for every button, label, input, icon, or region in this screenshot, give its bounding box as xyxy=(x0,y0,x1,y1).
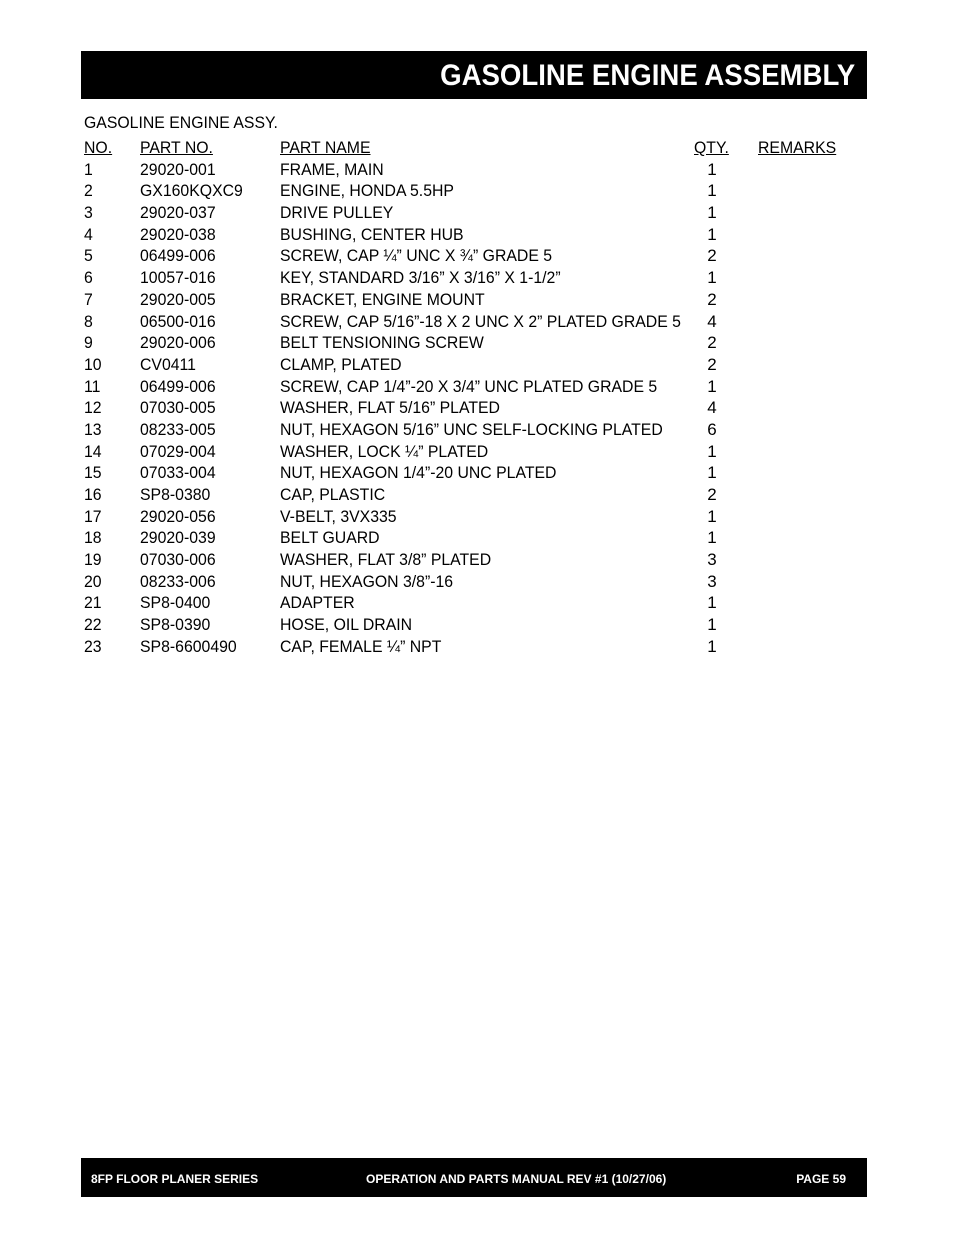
part-number: 29020-001 xyxy=(140,159,216,179)
row-number: 2 xyxy=(84,181,93,201)
quantity: 1 xyxy=(707,441,717,461)
table-row xyxy=(84,267,844,289)
quantity: 1 xyxy=(707,224,717,244)
part-number: 06499-006 xyxy=(140,246,216,266)
part-number: 08233-005 xyxy=(140,419,216,439)
part-name: ADAPTER xyxy=(280,593,355,613)
part-name: CAP, FEMALE ¼” NPT xyxy=(280,636,442,656)
table-row xyxy=(84,202,844,224)
part-number: 29020-039 xyxy=(140,528,216,548)
row-number: 5 xyxy=(84,246,93,266)
table-body xyxy=(84,159,844,658)
table-row xyxy=(84,332,844,354)
quantity: 2 xyxy=(707,333,717,353)
row-number: 19 xyxy=(84,550,102,570)
quantity: 1 xyxy=(707,203,717,223)
table-row xyxy=(84,614,844,636)
row-number: 7 xyxy=(84,289,93,309)
quantity: 1 xyxy=(707,636,717,656)
column-header-remarks: REMARKS xyxy=(758,138,837,157)
quantity: 1 xyxy=(707,506,717,526)
row-number: 4 xyxy=(84,224,93,244)
part-number: 07033-004 xyxy=(140,463,216,483)
part-name: NUT, HEXAGON 5/16” UNC SELF-LOCKING PLATED xyxy=(280,419,663,439)
part-name: SCREW, CAP ¼” UNC X ¾” GRADE 5 xyxy=(280,246,553,266)
row-number: 8 xyxy=(84,311,93,331)
row-number: 3 xyxy=(84,203,93,223)
row-number: 6 xyxy=(84,268,93,288)
table-row xyxy=(84,592,844,614)
part-number: 06499-006 xyxy=(140,376,216,396)
table-row xyxy=(84,376,844,398)
table-header-row xyxy=(84,137,844,159)
row-number: 23 xyxy=(84,636,102,656)
part-name: BRACKET, ENGINE MOUNT xyxy=(280,289,485,309)
part-name: V-BELT, 3VX335 xyxy=(280,506,397,526)
table-row xyxy=(84,245,844,267)
row-number: 22 xyxy=(84,615,102,635)
quantity: 1 xyxy=(707,593,717,613)
part-number: 29020-005 xyxy=(140,289,216,309)
table-row xyxy=(84,484,844,506)
table-row xyxy=(84,527,844,549)
footer-page-number: PAGE 59 xyxy=(796,1172,846,1186)
part-number: SP8-0380 xyxy=(140,485,211,504)
part-name: NUT, HEXAGON 1/4”-20 UNC PLATED xyxy=(280,463,557,483)
row-number: 15 xyxy=(84,463,102,483)
table-row xyxy=(84,636,844,658)
table-row xyxy=(84,571,844,593)
quantity: 2 xyxy=(707,354,717,374)
part-name: SCREW, CAP 1/4”-20 X 3/4” UNC PLATED GRADE 5 xyxy=(280,376,658,396)
quantity: 2 xyxy=(707,289,717,309)
part-name: WASHER, LOCK ¼” PLATED xyxy=(280,441,489,461)
column-header-qty: QTY. xyxy=(694,138,729,157)
row-number: 10 xyxy=(84,354,102,374)
quantity: 4 xyxy=(707,311,717,331)
part-number: 29020-006 xyxy=(140,333,216,353)
page-title: GASOLINE ENGINE ASSEMBLY xyxy=(439,59,855,92)
part-name: KEY, STANDARD 3/16” X 3/16” X 1-1/2” xyxy=(280,268,561,288)
quantity: 2 xyxy=(707,246,717,266)
part-name: BELT GUARD xyxy=(280,528,380,548)
part-number: 06500-016 xyxy=(140,311,216,331)
part-number: 10057-016 xyxy=(140,268,216,288)
table-row xyxy=(84,441,844,463)
part-number: GX160KQXC9 xyxy=(140,181,243,201)
table-row xyxy=(84,549,844,571)
quantity: 4 xyxy=(707,398,717,418)
part-name: BELT TENSIONING SCREW xyxy=(280,333,484,353)
row-number: 21 xyxy=(84,593,102,613)
part-number: 29020-056 xyxy=(140,506,216,526)
part-name: SCREW, CAP 5/16”-18 X 2 UNC X 2” PLATED GRADE 5 xyxy=(280,311,681,331)
footer-series: 8FP FLOOR PLANER SERIES xyxy=(91,1172,259,1186)
part-number: SP8-0390 xyxy=(140,615,211,635)
table-row xyxy=(84,506,844,528)
quantity: 2 xyxy=(707,485,717,504)
quantity: 1 xyxy=(707,528,717,548)
part-name: WASHER, FLAT 5/16” PLATED xyxy=(280,398,500,418)
table-row xyxy=(84,311,844,333)
quantity: 1 xyxy=(707,159,717,179)
table-row xyxy=(84,462,844,484)
quantity: 1 xyxy=(707,268,717,288)
column-header-part-no: PART NO. xyxy=(140,138,213,157)
row-number: 18 xyxy=(84,528,102,548)
row-number: 9 xyxy=(84,333,93,353)
row-number: 14 xyxy=(84,441,102,461)
section-title: GASOLINE ENGINE ASSY. xyxy=(84,113,278,132)
part-name: CAP, PLASTIC xyxy=(280,485,386,504)
part-name: ENGINE, HONDA 5.5HP xyxy=(280,181,454,201)
part-number: 07029-004 xyxy=(140,441,216,461)
table-row xyxy=(84,354,844,376)
part-name: DRIVE PULLEY xyxy=(280,203,394,223)
part-number: 29020-037 xyxy=(140,203,216,223)
part-number: CV0411 xyxy=(140,354,196,374)
part-number: 08233-006 xyxy=(140,571,216,591)
part-number: 07030-006 xyxy=(140,550,216,570)
row-number: 11 xyxy=(84,376,101,396)
quantity: 1 xyxy=(707,376,717,396)
part-name: HOSE, OIL DRAIN xyxy=(280,615,413,635)
parts-table xyxy=(84,137,844,658)
table-row xyxy=(84,397,844,419)
column-header-part-name: PART NAME xyxy=(280,138,371,157)
part-name: FRAME, MAIN xyxy=(280,159,384,179)
part-number: 07030-005 xyxy=(140,398,216,418)
row-number: 20 xyxy=(84,571,102,591)
row-number: 13 xyxy=(84,419,102,439)
header-bar xyxy=(81,51,867,99)
quantity: 1 xyxy=(707,463,717,483)
quantity: 3 xyxy=(707,571,717,591)
part-name: BUSHING, CENTER HUB xyxy=(280,224,464,244)
table-row xyxy=(84,180,844,202)
row-number: 17 xyxy=(84,506,102,526)
table-row xyxy=(84,419,844,441)
part-name: NUT, HEXAGON 3/8”-16 xyxy=(280,571,454,591)
table-row xyxy=(84,159,844,181)
table-row xyxy=(84,224,844,246)
footer-bar xyxy=(81,1158,867,1197)
part-name: WASHER, FLAT 3/8” PLATED xyxy=(280,550,492,570)
row-number: 12 xyxy=(84,398,102,418)
quantity: 3 xyxy=(707,550,717,570)
row-number: 16 xyxy=(84,485,102,504)
part-name: CLAMP, PLATED xyxy=(280,354,402,374)
part-number: SP8-0400 xyxy=(140,593,211,613)
part-number: SP8-6600490 xyxy=(140,636,237,656)
footer-manual-revision: OPERATION AND PARTS MANUAL REV #1 (10/27/06) xyxy=(366,1172,667,1186)
column-header-no: NO. xyxy=(84,138,113,157)
quantity: 6 xyxy=(707,419,717,439)
quantity: 1 xyxy=(707,181,717,201)
row-number: 1 xyxy=(84,159,93,179)
table-row xyxy=(84,289,844,311)
quantity: 1 xyxy=(707,615,717,635)
part-number: 29020-038 xyxy=(140,224,216,244)
